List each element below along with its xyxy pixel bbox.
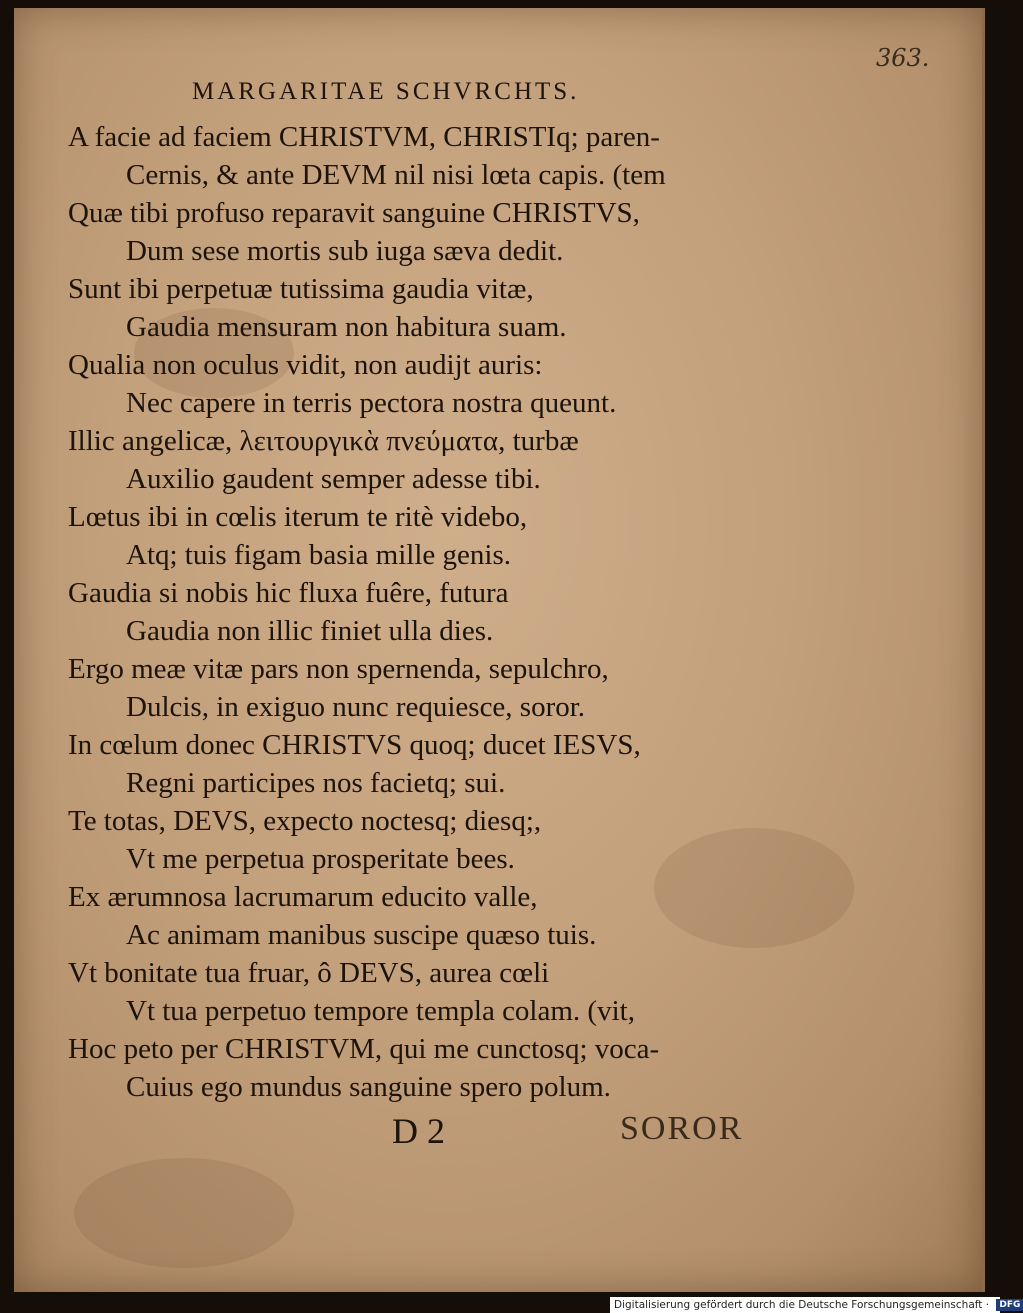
book-page: [14, 8, 985, 1292]
verse-line: Nec capere in terris pectora nostra queunt.: [126, 387, 617, 419]
verse-line: Illic angelicæ, λειτουργικὰ πνεύματα, turbæ: [68, 425, 579, 457]
verse-line: Hoc peto per CHRISTVM, qui me cunctosq; voca-: [68, 1033, 660, 1065]
verse-line: Ac animam manibus suscipe quæso tuis.: [126, 919, 597, 951]
verse-line: A facie ad faciem CHRISTVM, CHRISTIq; paren-: [68, 121, 660, 153]
page-number: 363.: [876, 44, 930, 72]
verse-line: Regni participes nos facietq; sui.: [126, 767, 506, 799]
running-head: MARGARITAE SCHVRCHTS.: [192, 78, 580, 105]
signature-mark: D 2: [392, 1111, 445, 1151]
verse-line: Lœtus ibi in cœlis iterum te ritè videbo,: [68, 501, 528, 533]
verse-line: Sunt ibi perpetuæ tutissima gaudia vitæ,: [68, 273, 534, 305]
verse-line: Gaudia si nobis hic fluxa fuêre, futura: [68, 577, 509, 609]
verse-line: Vt tua perpetuo tempore templa colam. (vit,: [126, 995, 635, 1027]
verse-line: Cuius ego mundus sanguine spero polum.: [126, 1071, 611, 1103]
dfg-logo-icon: DFG: [996, 1299, 1023, 1311]
credit-text: Digitalisierung gefördert durch die Deutsche Forschungsgemeinschaft ·: [614, 1299, 990, 1311]
digitization-credit: [610, 1297, 1021, 1313]
verse-line: Ex ærumnosa lacrumarum educito valle,: [68, 881, 538, 913]
verse-line: Auxilio gaudent semper adesse tibi.: [126, 463, 541, 495]
catchword: SOROR: [620, 1110, 744, 1147]
verse-line: Te totas, DEVS, expecto noctesq; diesq;,: [68, 805, 542, 837]
verse-line: Cernis, & ante DEVM nil nisi lœta capis. (tem: [126, 159, 666, 191]
verse-line: Gaudia non illic finiet ulla dies.: [126, 615, 494, 647]
verse-line: Dum sese mortis sub iuga sæva dedit.: [126, 235, 564, 267]
verse-line: Vt bonitate tua fruar, ô DEVS, aurea cœli: [68, 957, 550, 989]
paper-stain: [74, 1158, 294, 1268]
verse-line: Dulcis, in exiguo nunc requiesce, soror.: [126, 691, 586, 723]
verse-line: In cœlum donec CHRISTVS quoq; ducet IESVS,: [68, 729, 641, 761]
verse-line: Gaudia mensuram non habitura suam.: [126, 311, 567, 343]
verse-line: Atq; tuis figam basia mille genis.: [126, 539, 512, 571]
verse-line: Vt me perpetua prosperitate bees.: [126, 843, 515, 875]
paper-stain: [654, 828, 854, 948]
verse-line: Qualia non oculus vidit, non audijt auris:: [68, 349, 543, 381]
verse-line: Ergo meæ vitæ pars non spernenda, sepulchro,: [68, 653, 609, 685]
verse-line: Quæ tibi profuso reparavit sanguine CHRISTVS,: [68, 197, 640, 229]
